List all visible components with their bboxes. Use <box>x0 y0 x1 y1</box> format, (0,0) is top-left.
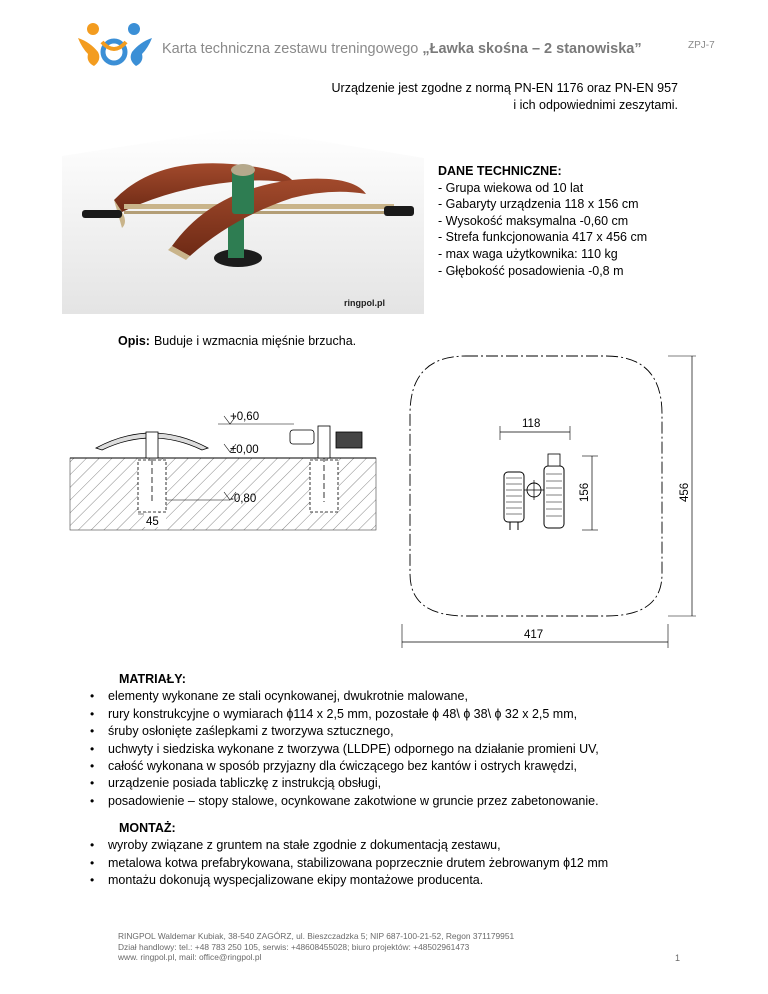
footer-phones: Dział handlowy: tel.: +48 783 250 105, serwis: +48608455028; biuro projektów: +48502961473 <box>118 941 470 952</box>
zone-depth-label: 456 <box>679 482 691 502</box>
photo-watermark: ringpol.pl <box>344 298 385 308</box>
assembly-title: MONTAŻ: <box>119 821 176 835</box>
description <box>118 334 356 348</box>
assembly-list <box>88 837 608 889</box>
document-title: Karta techniczna zestawu treningowego „Ławka skośna – 2 stanowiska” <box>162 41 642 57</box>
assembly-section <box>88 820 608 890</box>
list-item: • rury konstrukcyjne o wymiarach ɸ114 x 2,5 mm, pozostałe ɸ 48\ ɸ 38\ ɸ 32 x 2,5 mm, <box>88 706 599 723</box>
device-width-label: 118 <box>522 418 541 430</box>
technical-data-item: - max waga użytkownika: 110 kg <box>438 246 618 261</box>
technical-data <box>438 163 647 279</box>
list-item: • wyroby związane z gruntem na stałe zgodnie z dokumentacją zestawu, <box>88 837 608 854</box>
plan-drawing <box>396 344 708 650</box>
elevation-drawing <box>66 402 380 532</box>
list-item: • montażu dokonują wyspecjalizowane ekipy montażowe producenta. <box>88 872 608 889</box>
technical-data-item: - Strefa funkcjonowania 417 x 456 cm <box>438 230 648 245</box>
norm-line-2: i ich odpowiednimi zeszytami. <box>513 98 678 112</box>
norm-line-1: Urządzenie jest zgodne z normą PN-EN 1176 oraz PN-EN 957 <box>331 81 678 95</box>
company-logo <box>76 22 154 68</box>
technical-data-item: - Grupa wiekowa od 10 lat <box>438 180 584 195</box>
materials-title: MATRIAŁY: <box>119 672 186 686</box>
elevation-top-label: +0,60 <box>230 411 260 423</box>
zone-width-label: 417 <box>524 629 544 641</box>
list-item: • posadowienie – stopy stalowe, ocynkowane zakotwione w gruncie przez zabetonowanie. <box>88 793 599 810</box>
list-item: • metalowa kotwa prefabrykowana, stabilizowana poprzecznie drutem żebrowanym ɸ12 mm <box>88 855 608 872</box>
technical-data-title: DANE TECHNICZNE: <box>438 164 562 178</box>
foundation-width-label: 45 <box>146 516 159 528</box>
description-text: Buduje i wzmacnia mięśnie brzucha. <box>153 334 357 348</box>
page-footer <box>118 931 514 963</box>
document-code: ZPJ-7 <box>688 40 715 51</box>
norm-statement <box>332 80 678 114</box>
footer-contact: www. ringpol.pl, mail: office@ringpol.pl <box>118 952 262 963</box>
page-header <box>0 0 768 70</box>
product-photo <box>62 128 424 314</box>
list-item: • uchwyty i siedziska wykonane z tworzywa (LLDPE) odpornego na działanie promieni UV, <box>88 741 599 758</box>
list-item: • całość wykonana w sposób przyjazny dla ćwiczącego bez kantów i ostrych krawędzi, <box>88 758 599 775</box>
device-depth-label: 156 <box>579 482 591 502</box>
footer-address: RINGPOL Waldemar Kubiak, 38-540 ZAGÓRZ, ul. Bieszczadzka 5; NIP 687-100-21-52, Regon 371179951 <box>118 931 515 941</box>
list-item: • urządzenie posiada tabliczkę z instrukcją obsługi, <box>88 775 599 792</box>
list-item: • śruby osłonięte zaślepkami z tworzywa sztucznego, <box>88 723 599 740</box>
materials-section <box>88 671 599 810</box>
elevation-depth-label: -0,80 <box>230 493 257 505</box>
description-label: Opis: <box>118 334 150 348</box>
technical-data-item: - Gabaryty urządzenia 118 x 156 cm <box>438 197 639 212</box>
materials-list <box>88 688 599 810</box>
elevation-ground-label: ±0,00 <box>230 444 259 456</box>
technical-data-item: - Głębokość posadowienia -0,8 m <box>438 263 624 278</box>
page-number: 1 <box>675 953 681 963</box>
list-item: • elementy wykonane ze stali ocynkowanej, dwukrotnie malowane, <box>88 688 599 705</box>
technical-data-item: - Wysokość maksymalna -0,60 cm <box>438 213 629 228</box>
